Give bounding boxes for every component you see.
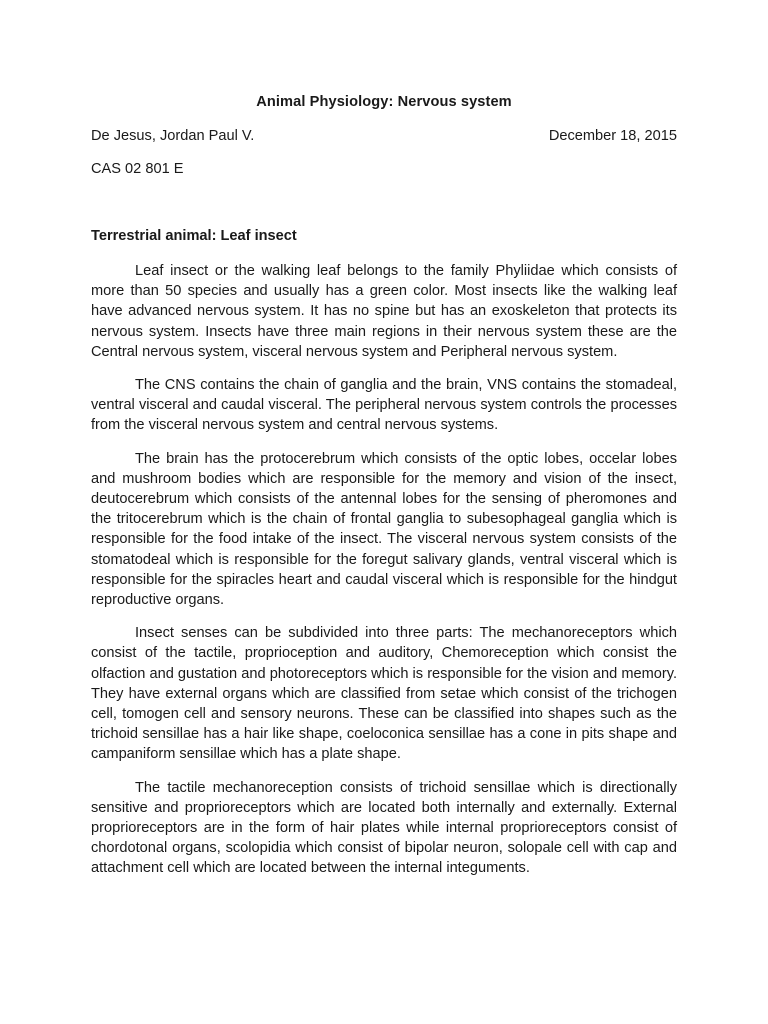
paragraph: The tactile mechanoreception consists of trichoid sensillae which is directionally sensitive and proprioreceptors which are located both internally and externally. External proprioreceptors are in the form of hair plates while internal proprioreceptors consist of chordotonal organs, scolopidia which consist of bipolar neuron, solopale cell with cap and attachment cell which are located between the internal integuments. — [91, 779, 677, 877]
document-date: December 18, 2015 — [548, 128, 677, 144]
course-line — [91, 161, 677, 177]
section-heading: Terrestrial animal: Leaf insect — [91, 228, 297, 244]
paragraph: Leaf insect or the walking leaf belongs to the family Phyliidae which consists of more than 50 species and usually has a green color. Most insects like the walking leaf have advanced nervous system. It has no spine but has an exoskeleton that protects its nervous system. Insects have three main regions in their nervous system these are the Central nervous system, visceral nervous system and Peripheral nervous system. — [91, 263, 677, 360]
course-code: CAS 02 801 E — [91, 161, 184, 177]
paragraph: The brain has the protocerebrum which consists of the optic lobes, occelar lobes and mushroom bodies which are responsible for the memory and vision of the insect, deutocerebrum which consists of the antennal lobes for the sensing of pheromones and the tritocerebrum which is the chain of frontal ganglia to subesophageal ganglia which is responsible for the food intake of the insect. The visceral nervous system consists of the stomatodeal which is responsible for the foregut salivary glands, ventral visceral which is responsible for the spiracles heart and caudal visceral which is responsible for the hindgut reproductive organs. — [91, 450, 677, 609]
paragraph: Insect senses can be subdivided into three parts: The mechanoreceptors which consist of the tactile, proprioception and auditory, Chemoreception which consist the olfaction and gustation and photoreceptors which is responsible for the vision and memory. They have external organs which are classified from setae which consist of the trichogen cell, tomogen cell and sensory neurons. These can be classified into shapes such as the trichoid sensillae has a hair like shape, coeloconica sensillae has a cone in pits shape and campaniform sensillae which has a plate shape. — [91, 625, 677, 763]
author-name: De Jesus, Jordan Paul V. — [91, 128, 255, 144]
paragraph: The CNS contains the chain of ganglia and the brain, VNS contains the stomadeal, ventral visceral and caudal visceral. The peripheral nervous system controls the processes from the visceral nervous system and central nervous systems. — [91, 377, 677, 434]
body-text — [91, 261, 677, 892]
author-date-line — [91, 128, 677, 144]
document-title: Animal Physiology: Nervous system — [256, 94, 512, 110]
